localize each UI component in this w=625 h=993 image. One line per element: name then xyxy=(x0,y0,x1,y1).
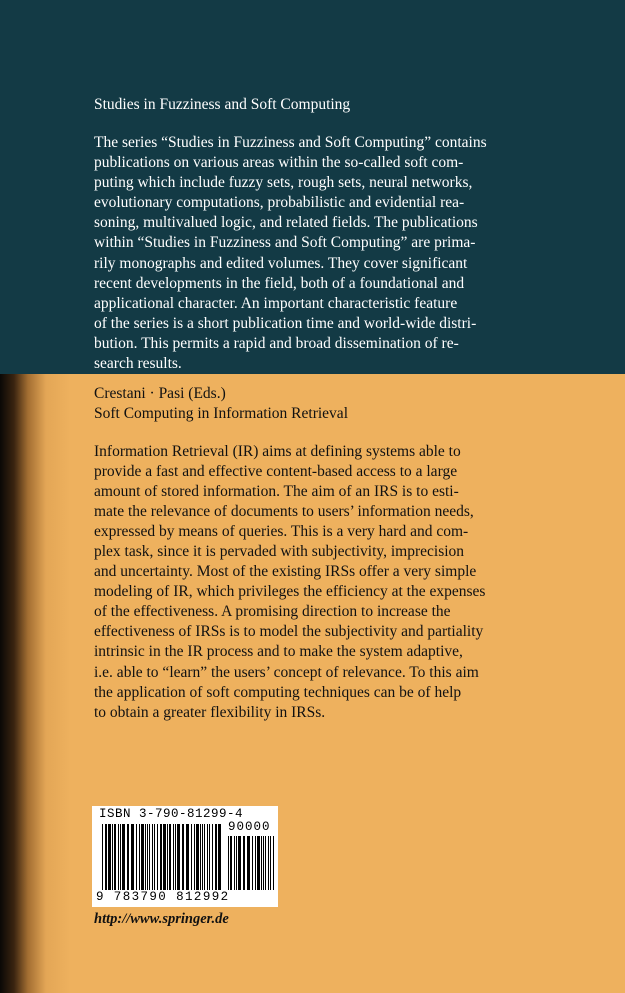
barcode-bar xyxy=(182,824,184,890)
series-description-line: The series “Studies in Fuzziness and Soft Computing” contains xyxy=(94,134,487,151)
barcode-bar xyxy=(218,824,221,890)
barcode-bar xyxy=(157,824,158,890)
barcode-bar xyxy=(131,824,134,890)
barcode-bar xyxy=(212,824,213,890)
barcode-bar xyxy=(173,824,174,890)
series-description-line: search results. xyxy=(94,355,182,373)
book-editors: Crestani · Pasi (Eds.) xyxy=(94,385,226,402)
abstract-line: effectiveness of IRSs is to model the subjectivity and partiality xyxy=(94,623,484,641)
barcode-bar xyxy=(230,836,232,890)
series-description-line: publications on various areas within the so-called soft com- xyxy=(94,154,464,172)
isbn-number: ISBN 3-790-81299-4 xyxy=(99,807,244,821)
barcode-bar xyxy=(108,824,111,890)
barcode-bar xyxy=(255,836,256,890)
barcode-bar xyxy=(268,836,269,890)
barcode-bar xyxy=(196,824,199,890)
abstract-line: the application of soft computing techniques can be of help xyxy=(94,683,462,701)
barcode-bar xyxy=(209,824,210,890)
barcode-bar xyxy=(118,824,119,890)
barcode-bar xyxy=(127,824,129,890)
barcode-bar xyxy=(167,824,168,890)
barcode-bar xyxy=(152,824,153,890)
barcode-bar xyxy=(122,824,125,890)
barcode-bar xyxy=(105,824,107,890)
series-description-line: rily monographs and edited volumes. They cover significant xyxy=(94,254,468,272)
ean-digits: 9 783790 812992 xyxy=(96,890,230,904)
barcode-bar xyxy=(204,824,205,890)
barcode-bar xyxy=(273,836,274,890)
book-title: Soft Computing in Information Retrieval xyxy=(94,405,348,422)
abstract-line: mate the relevance of documents to users’ information needs, xyxy=(94,503,474,521)
barcode-bar xyxy=(191,824,192,890)
barcode-bar xyxy=(257,836,260,890)
barcode-bar xyxy=(236,836,237,890)
barcode-bar xyxy=(200,824,201,890)
abstract-line: and uncertainty. Most of the existing IRSs offer a very simple xyxy=(94,563,477,581)
barcode-bar xyxy=(194,824,195,890)
series-title: Studies in Fuzziness and Soft Computing xyxy=(94,96,351,113)
barcode-bar xyxy=(120,824,121,890)
barcode-bar xyxy=(141,824,144,890)
barcode-bar xyxy=(243,836,245,890)
barcode-bar xyxy=(247,836,250,890)
abstract-line: Information Retrieval (IR) aims at defining systems able to xyxy=(94,443,461,460)
barcode-bar xyxy=(102,824,103,890)
abstract-line: plex task, since it is pervaded with subjectivity, imprecision xyxy=(94,543,465,561)
series-description xyxy=(94,133,514,374)
price-addon-digits: 90000 xyxy=(228,820,271,834)
barcode-bar xyxy=(145,824,146,890)
barcode-bar xyxy=(147,824,148,890)
isbn-barcode xyxy=(92,806,278,907)
abstract-line: amount of stored information. The aim of an IRS is to esti- xyxy=(94,483,459,501)
abstract-line: provide a fast and effective content-based access to a large xyxy=(94,463,458,481)
barcode-bar xyxy=(270,836,271,890)
abstract-line: intrinsic in the IR process and to make the system adaptive, xyxy=(94,643,463,661)
barcode-bar xyxy=(163,824,166,890)
abstract-line: expressed by means of queries. This is a very hard and com- xyxy=(94,523,469,541)
barcode-bar xyxy=(136,824,137,890)
barcode-bar xyxy=(112,824,113,890)
barcode-bar xyxy=(234,836,235,890)
barcode-bar xyxy=(265,836,266,890)
barcode-bar xyxy=(252,836,253,890)
series-description-line: recent developments in the field, both of a foundational and xyxy=(94,274,465,292)
abstract-line: modeling of IR, which privileges the efficiency at the expenses xyxy=(94,583,486,601)
abstract-line: to obtain a greater flexibility in IRSs. xyxy=(94,703,326,721)
abstract-line: i.e. able to “learn” the users’ concept of relevance. To this aim xyxy=(94,663,479,681)
barcode-bar xyxy=(175,824,176,890)
barcode-bar xyxy=(149,824,150,890)
barcode-bar xyxy=(228,836,229,890)
publisher-url: http://www.springer.de xyxy=(94,911,229,927)
series-description-line: bution. This permits a rapid and broad dissemination of re- xyxy=(94,334,459,352)
barcode-bar xyxy=(177,824,180,890)
series-description-line: soning, multivalued logic, and related fields. The publications xyxy=(94,214,478,232)
barcode-bar xyxy=(263,836,264,890)
book-abstract xyxy=(94,442,514,723)
barcode-bar xyxy=(154,824,155,890)
abstract-line: of the effectiveness. A promising direction to increase the xyxy=(94,603,451,621)
series-description-line: within “Studies in Fuzziness and Soft Computing” are prima- xyxy=(94,234,476,252)
barcode-bar xyxy=(186,824,189,890)
series-description-line: evolutionary computations, probabilistic and evidential rea- xyxy=(94,194,465,212)
barcode-bar xyxy=(215,824,217,890)
series-description-line: of the series is a short publication time and world-wide distri- xyxy=(94,314,477,332)
barcode-bar xyxy=(169,824,171,890)
barcode-bar xyxy=(261,836,262,890)
series-panel xyxy=(0,0,625,374)
series-description-line: applicational character. An important characteristic feature xyxy=(94,294,458,312)
barcode-bar xyxy=(202,824,203,890)
barcode-bar xyxy=(160,824,162,890)
barcode-bar xyxy=(139,824,140,890)
barcode-bar xyxy=(238,836,241,890)
barcode-bar xyxy=(207,824,208,890)
series-description-line: puting which include fuzzy sets, rough sets, neural networks, xyxy=(94,174,473,192)
barcode-bar xyxy=(114,824,116,890)
